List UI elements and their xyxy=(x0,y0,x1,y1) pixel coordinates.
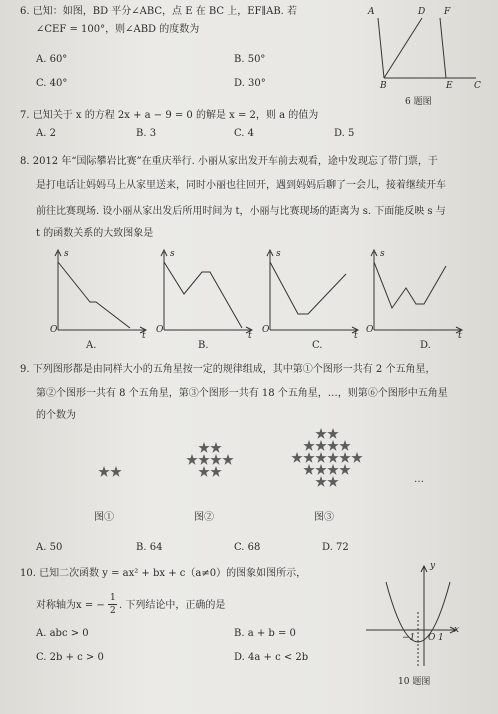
q8-graph-a xyxy=(50,248,150,340)
q9-star xyxy=(198,442,209,453)
q8-graph-c-t-label: t xyxy=(354,331,358,341)
q8-caption-d: D. xyxy=(420,340,431,351)
q8-graph-b-s-label: s xyxy=(170,249,175,259)
q9-option-a: A. 50 xyxy=(36,542,63,553)
q10-tick-one: 1 xyxy=(438,633,444,643)
q9-star xyxy=(291,452,302,463)
q9-line1: 9. 下列图形都是由同样大小的五角星按一定的规律组成，其中第①个图形一共有 2 个五角星， xyxy=(20,364,436,375)
q8-graph-c-origin: O xyxy=(262,325,270,335)
q6-label-e: E xyxy=(446,81,453,91)
q9-star xyxy=(198,466,209,477)
q6-option-b: B. 50° xyxy=(234,54,266,65)
q9-star xyxy=(222,454,233,465)
q8-caption-c: C. xyxy=(312,340,323,351)
q8-graph-b-t-label: t xyxy=(248,331,252,341)
q9-star xyxy=(339,440,350,451)
q9-figure-3-caption: 图③ xyxy=(314,512,334,523)
q9-option-c: C. 68 xyxy=(234,542,261,553)
q8-graph-d xyxy=(366,248,466,340)
q10-line1: 10. 已知二次函数 y = ax² + bx + c（a≠0）的图象如图所示， xyxy=(20,568,307,579)
q8-graph-a-s-label: s xyxy=(64,249,69,259)
q9-ellipsis: … xyxy=(414,474,424,485)
q9-line3: 的个数为 xyxy=(36,410,76,421)
q10-figure-caption: 10 题图 xyxy=(398,677,431,687)
q8-graph-a-t-label: t xyxy=(142,331,146,341)
q9-star xyxy=(303,440,314,451)
q9-star xyxy=(327,476,338,487)
q8-graph-c xyxy=(262,248,362,340)
q9-star xyxy=(327,440,338,451)
q10-option-a: A. abc > 0 xyxy=(36,628,89,639)
q10-line2-prefix: 对称轴为x = − xyxy=(36,600,105,611)
q9-star xyxy=(98,466,109,477)
q9-star xyxy=(210,454,221,465)
q7-option-d: D. 5 xyxy=(334,128,355,139)
q9-star xyxy=(198,454,209,465)
q9-option-b: B. 64 xyxy=(136,542,163,553)
q7-option-c: C. 4 xyxy=(234,128,255,139)
q10-option-d: D. 4a + c < 2b xyxy=(234,652,309,663)
q6-label-b: B xyxy=(380,81,387,91)
q8-line1: 8. 2012 年“国际攀岩比赛”在重庆举行. 小丽从家出发开车前去观看，途中发现忘了带门票，于 xyxy=(20,156,438,167)
q10-parabola-figure xyxy=(364,562,464,672)
q8-caption-a: A. xyxy=(86,340,97,351)
q8-caption-b: B. xyxy=(198,340,209,351)
q6-option-a: A. 60° xyxy=(36,54,68,65)
q9-star xyxy=(327,464,338,475)
q9-star xyxy=(327,428,338,439)
q8-line4: t 的函数关系的大致图象是 xyxy=(36,228,154,239)
q8-graph-b-origin: O xyxy=(156,325,164,335)
q7-option-b: B. 3 xyxy=(136,128,157,139)
q9-figure-1-caption: 图① xyxy=(94,512,114,523)
q8-line3: 前往比赛现场. 设小丽从家出发后所用时间为 t，小丽与比赛现场的距离为 s. 下面能反映 s 与 xyxy=(36,206,446,217)
q9-line2: 第②个图形一共有 8 个五角星，第③个图形一共有 18 个五角星，…，则第⑥个图形中五角星 xyxy=(36,388,448,399)
q6-option-d: D. 30° xyxy=(234,78,266,89)
q10-axis-x-label: x xyxy=(454,625,460,635)
q9-star xyxy=(110,466,121,477)
q6-label-f: F xyxy=(444,7,451,17)
q6-figure-caption: 6 题图 xyxy=(405,97,432,107)
q10-fraction-denominator: 2 xyxy=(110,606,116,616)
q9-star xyxy=(303,464,314,475)
q10-option-b: B. a + b = 0 xyxy=(234,628,296,639)
q9-star xyxy=(315,452,326,463)
q8-graph-a-origin: O xyxy=(50,325,58,335)
q8-graph-b xyxy=(156,248,256,340)
q8-graph-d-origin: O xyxy=(366,325,374,335)
q7-stem: 7. 已知关于 x 的方程 2x + a − 9 = 0 的解是 x = 2，则 a 的值为 xyxy=(20,110,319,121)
q9-star xyxy=(339,464,350,475)
q9-star xyxy=(315,476,326,487)
q9-star xyxy=(303,452,314,463)
q9-star xyxy=(339,452,350,463)
q10-option-c: C. 2b + c > 0 xyxy=(36,652,104,663)
q6-option-c: C. 40° xyxy=(36,78,68,89)
q6-stem-line2: ∠CEF = 100°，则∠ABD 的度数为 xyxy=(36,24,200,35)
q8-graph-c-s-label: s xyxy=(276,249,281,259)
q9-figure-2-caption: 图② xyxy=(194,512,214,523)
q9-star xyxy=(210,466,221,477)
q6-label-a: A xyxy=(368,7,375,17)
q8-graph-d-s-label: s xyxy=(380,249,385,259)
q10-tick-neg-one: −1 xyxy=(402,633,416,643)
q9-star xyxy=(351,452,362,463)
q9-star xyxy=(186,454,197,465)
q9-star xyxy=(315,428,326,439)
q9-star xyxy=(315,464,326,475)
q9-star xyxy=(327,452,338,463)
q8-line2: 是打电话让妈妈马上从家里送来，同时小丽也往回开，遇到妈妈后聊了一会儿，接着继续开车 xyxy=(36,180,446,191)
q6-label-c: C xyxy=(474,81,481,91)
q6-label-d: D xyxy=(418,7,426,17)
q9-star xyxy=(210,442,221,453)
q10-fraction-numerator: 1 xyxy=(110,593,116,603)
q10-line2-suffix: . 下列结论中，正确的是 xyxy=(119,600,226,611)
q6-stem-line1: 6. 已知：如图，BD 平分∠ABC，点 E 在 BC 上，EF∥AB. 若 xyxy=(20,6,298,17)
q7-option-a: A. 2 xyxy=(36,128,56,139)
q9-star xyxy=(315,440,326,451)
q8-graph-d-t-label: t xyxy=(458,331,462,341)
q10-tick-origin: O xyxy=(428,633,436,643)
q9-option-d: D. 72 xyxy=(322,542,349,553)
q10-axis-y-label: y xyxy=(430,561,436,571)
